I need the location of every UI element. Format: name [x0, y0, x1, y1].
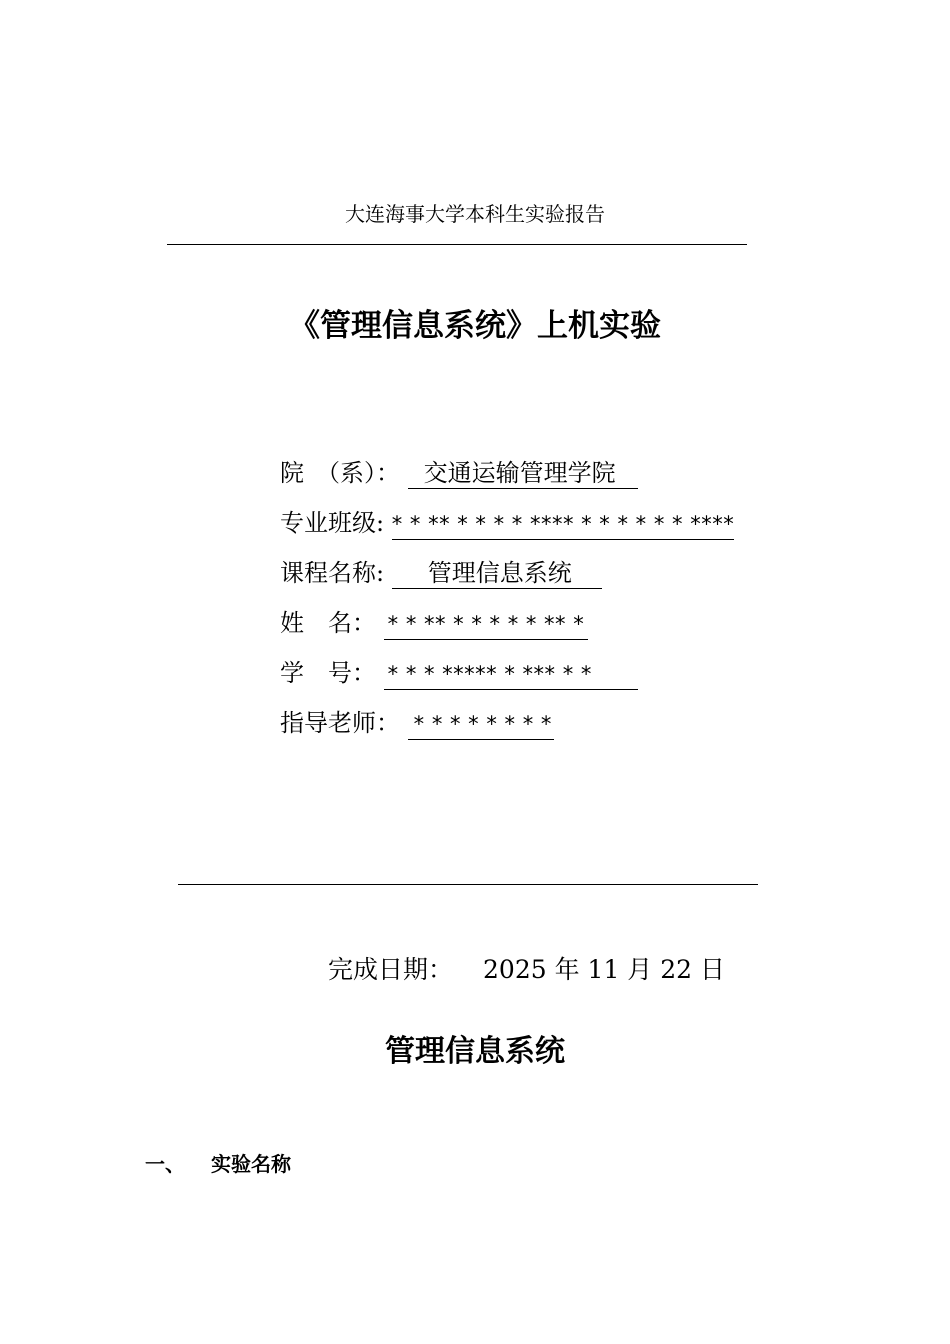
course-value: 管理信息系统	[392, 558, 602, 589]
class-row	[280, 505, 734, 555]
name-row	[280, 605, 734, 655]
department-label: 院 （系）：	[280, 459, 400, 487]
teacher-label: 指导老师：	[280, 709, 400, 737]
date-label: 完成日期：	[328, 955, 454, 984]
completion-date	[328, 950, 725, 986]
class-label: 专业班级:	[280, 509, 385, 537]
name-label: 姓 名：	[280, 609, 376, 637]
heading-number: 一、	[145, 1152, 185, 1176]
date-value: 2025 年 11 月 22 日	[483, 955, 725, 984]
section-title: 管理信息系统	[385, 1034, 565, 1069]
course-row	[280, 555, 734, 605]
header-divider	[167, 244, 747, 245]
teacher-row	[280, 705, 734, 755]
document-title: 《管理信息系统》上机实验	[289, 308, 661, 344]
department-value: 交通运输管理学院	[408, 458, 638, 489]
heading-text: 实验名称	[211, 1152, 291, 1176]
class-value: * * ** * * * * **** * * * * * * ****	[392, 509, 734, 540]
section-heading	[145, 1148, 291, 1177]
report-header: 大连海事大学本科生实验报告	[345, 202, 605, 226]
course-label: 课程名称:	[280, 559, 385, 587]
department-row	[280, 455, 734, 505]
student-id-label: 学 号：	[280, 659, 376, 687]
student-id-row	[280, 655, 734, 705]
student-info-block	[280, 455, 734, 755]
teacher-value: * * * * * * * *	[408, 709, 554, 740]
student-id-value: * * * ***** * *** * *	[384, 659, 638, 690]
name-value: * * ** * * * * * ** *	[384, 609, 589, 640]
footer-divider	[178, 884, 758, 885]
